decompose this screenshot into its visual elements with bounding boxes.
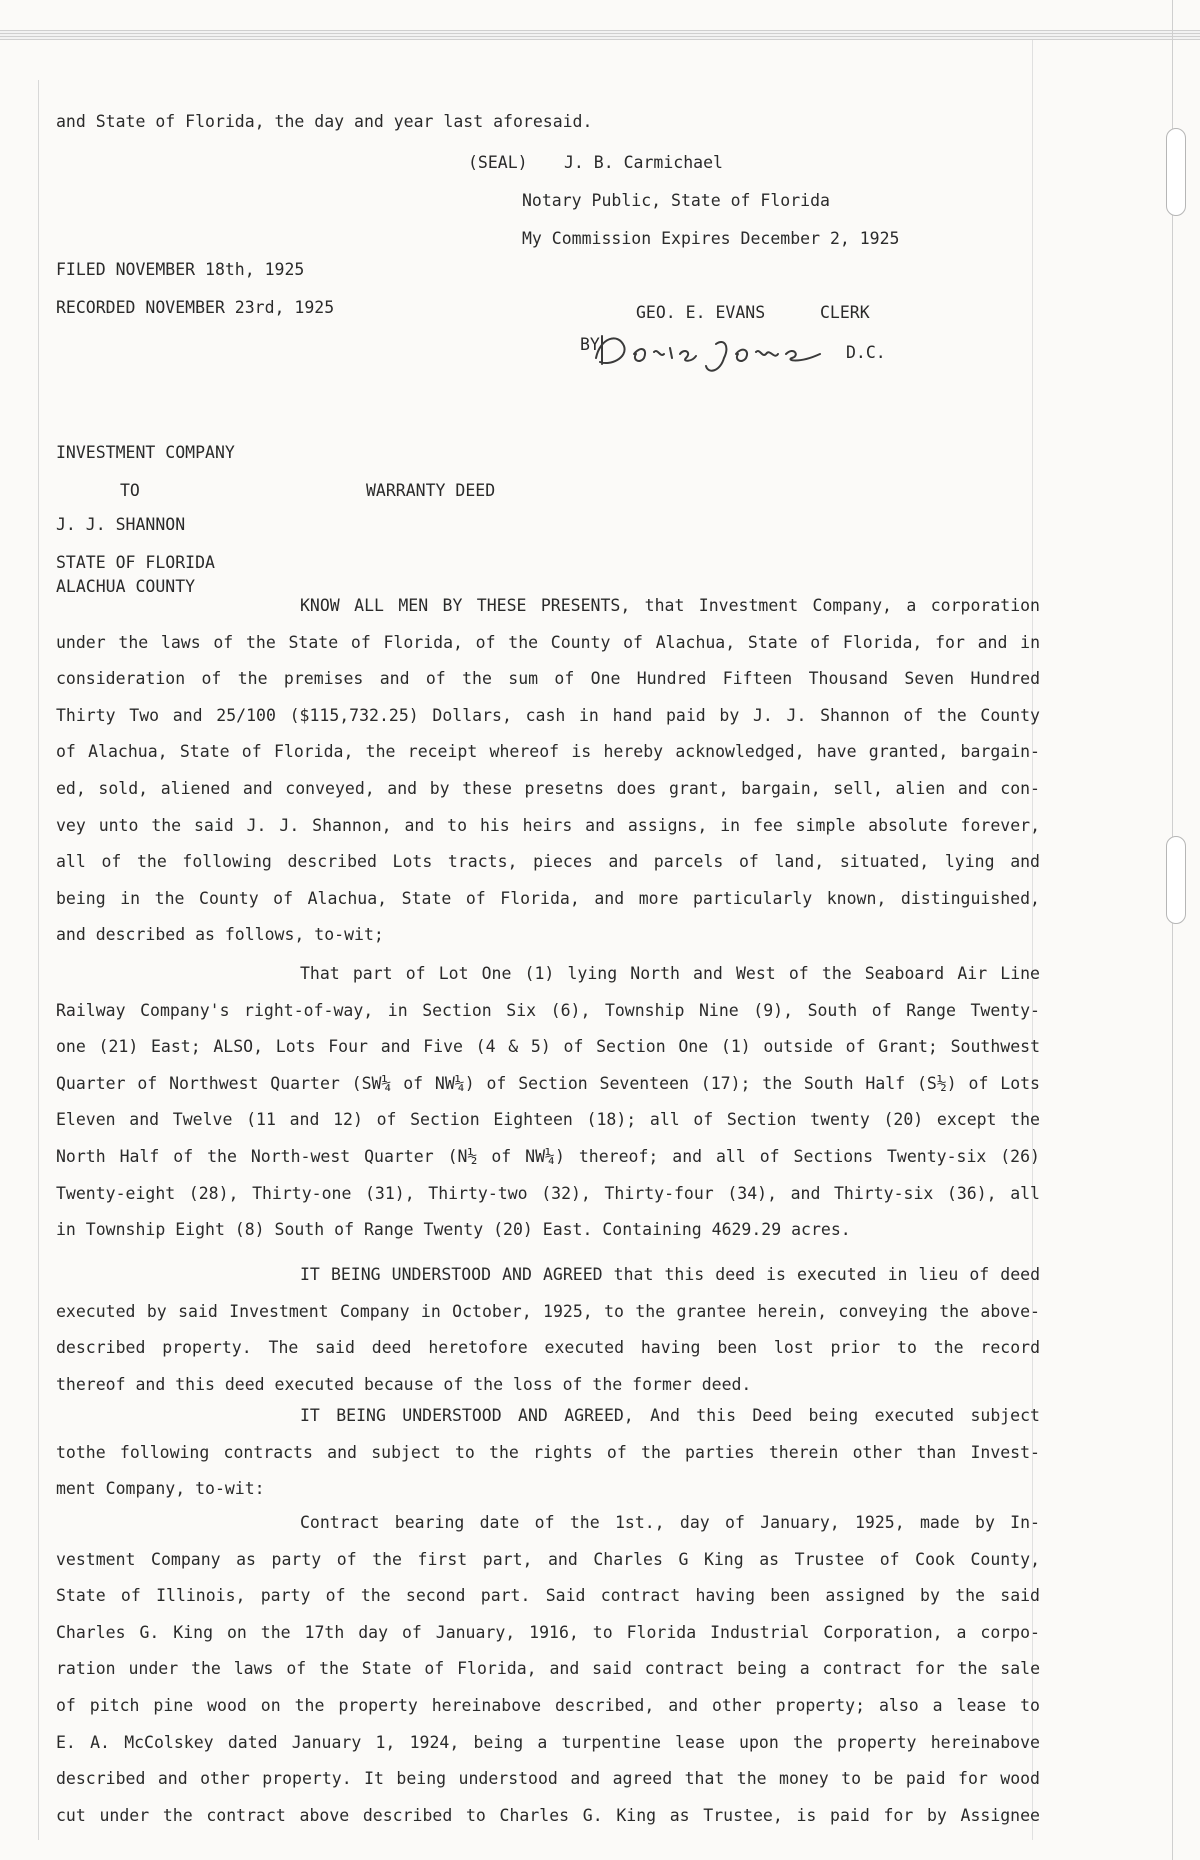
seal-label: (SEAL) bbox=[468, 153, 528, 172]
body-line-p4-1: IT BEING UNDERSTOOD AND AGREED, And this Deed being executed subject bbox=[300, 1406, 1040, 1425]
body-line-p5-5: ration under the laws of the State of Florida, and said contract being a contract for the sale bbox=[56, 1659, 1040, 1679]
body-line-p1-4: Thirty Two and 25/100 ($115,732.25) Dollars, cash in hand paid by J. J. Shannon of the County bbox=[56, 705, 1040, 725]
body-line-p3-4: thereof and this deed executed because of the loss of the former deed. bbox=[56, 1374, 752, 1394]
recorded-date: RECORDED NOVEMBER 23rd, 1925 bbox=[56, 298, 335, 317]
notary-name: J. B. Carmichael bbox=[564, 153, 723, 172]
body-line-p2-2: Railway Company's right-of-way, in Section Six (6), Township Nine (9), South of Range Twenty- bbox=[56, 1000, 1040, 1020]
clerk-name: GEO. E. EVANS bbox=[636, 303, 766, 322]
body-line-p4-3: ment Company, to-wit: bbox=[56, 1479, 265, 1499]
body-line-p3-3: described property. The said deed heretofore executed having been lost prior to the record bbox=[56, 1338, 1040, 1358]
body-line-p5-8: described and other property. It being understood and agreed that the money to be paid for wood bbox=[56, 1769, 1040, 1789]
body-line-p1-10: and described as follows, to-wit; bbox=[56, 925, 384, 945]
deed-type: WARRANTY DEED bbox=[366, 481, 496, 500]
binder-hole-top bbox=[1166, 128, 1186, 216]
body-line-p1-5: of Alachua, State of Florida, the receipt whereof is hereby acknowledged, have granted, bargain- bbox=[56, 742, 1040, 762]
body-line-p5-1: Contract bearing date of the 1st., day of January, 1925, made by In- bbox=[300, 1513, 1040, 1532]
body-line-p3-1: IT BEING UNDERSTOOD AND AGREED that this deed is executed in lieu of deed bbox=[300, 1265, 1040, 1284]
filed-date: FILED NOVEMBER 18th, 1925 bbox=[56, 260, 305, 279]
body-line-p1-1: KNOW ALL MEN BY THESE PRESENTS, that Investment Company, a corporation bbox=[300, 596, 1040, 615]
body-line-p2-7: Twenty-eight (28), Thirty-one (31), Thirty-two (32), Thirty-four (34), and Thirty-six (36), all bbox=[56, 1183, 1040, 1203]
body-line-p5-4: Charles G. King on the 17th day of January, 1916, to Florida Industrial Corporation, a corpo- bbox=[56, 1622, 1040, 1642]
closing-line: and State of Florida, the day and year last aforesaid. bbox=[56, 112, 593, 131]
body-line-p5-3: State of Illinois, party of the second part. Said contract having been assigned by the said bbox=[56, 1586, 1040, 1606]
deputy-clerk-label: D.C. bbox=[846, 343, 886, 362]
body-line-p4-2: tothe following contracts and subject to the rights of the parties therein other than Invest- bbox=[56, 1442, 1040, 1462]
body-line-p2-3: one (21) East; ALSO, Lots Four and Five (4 & 5) of Section One (1) outside of Grant; Southwest bbox=[56, 1037, 1040, 1057]
signature-text: Doris Jones bbox=[588, 374, 595, 375]
commission-expiry: My Commission Expires December 2, 1925 bbox=[522, 229, 900, 248]
body-line-p2-8: in Township Eight (8) South of Range Twenty (20) East. Containing 4629.29 acres. bbox=[56, 1220, 851, 1240]
body-line-p1-8: all of the following described Lots tracts, pieces and parcels of land, situated, lying and bbox=[56, 852, 1040, 872]
to-label: TO bbox=[120, 481, 140, 500]
binder-hole-middle bbox=[1166, 836, 1186, 924]
body-line-p5-7: E. A. McColskey dated January 1, 1924, being a turpentine lease upon the property hereinabove bbox=[56, 1732, 1040, 1752]
body-line-p5-6: of pitch pine wood on the property hereinabove described, and other property; also a lease to bbox=[56, 1696, 1040, 1715]
body-line-p2-6: North Half of the North-west Quarter (N½ of NW¼) thereof; and all of Sections Twenty-six (26) bbox=[56, 1147, 1040, 1166]
grantee: J. J. SHANNON bbox=[56, 515, 186, 534]
by-label: BY bbox=[580, 335, 600, 354]
body-line-p1-9: being in the County of Alachua, State of Florida, and more particularly known, distinguished, bbox=[56, 888, 1040, 908]
top-binding-band bbox=[0, 30, 1200, 40]
clerk-signature bbox=[588, 324, 828, 376]
body-line-p1-2: under the laws of the State of Florida, of the County of Alachua, State of Florida, for and in bbox=[56, 632, 1040, 652]
state-venue: STATE OF FLORIDA bbox=[56, 553, 215, 572]
body-line-p2-5: Eleven and Twelve (11 and 12) of Section Eighteen (18); all of Section twenty (20) except the bbox=[56, 1110, 1040, 1130]
page-edge-rule bbox=[1172, 0, 1173, 1860]
body-line-p1-3: consideration of the premises and of the sum of One Hundred Fifteen Thousand Seven Hundred bbox=[56, 669, 1040, 689]
body-line-p1-7: vey unto the said J. J. Shannon, and to his heirs and assigns, in fee simple absolute forever, bbox=[56, 815, 1040, 835]
body-line-p5-2: vestment Company as party of the first part, and Charles G King as Trustee of Cook County, bbox=[56, 1549, 1040, 1569]
grantor: INVESTMENT COMPANY bbox=[56, 443, 235, 462]
body-line-p1-6: ed, sold, aliened and conveyed, and by these presetns does grant, bargain, sell, alien and con- bbox=[56, 779, 1040, 798]
body-line-p2-4: Quarter of Northwest Quarter (SW¼ of NW¼) of Section Seventeen (17); the South Half (S½) of Lots bbox=[56, 1073, 1040, 1093]
body-line-p3-2: executed by said Investment Company in October, 1925, to the grantee herein, conveying the above- bbox=[56, 1301, 1040, 1321]
body-line-p2-1: That part of Lot One (1) lying North and West of the Seaboard Air Line bbox=[300, 964, 1040, 983]
clerk-title: CLERK bbox=[820, 303, 870, 322]
left-margin-rule bbox=[38, 80, 39, 1840]
body-line-p5-9: cut under the contract above described to Charles G. King as Trustee, is paid for by Assignee bbox=[56, 1805, 1040, 1825]
notary-title: Notary Public, State of Florida bbox=[522, 191, 830, 210]
county-venue: ALACHUA COUNTY bbox=[56, 577, 196, 596]
